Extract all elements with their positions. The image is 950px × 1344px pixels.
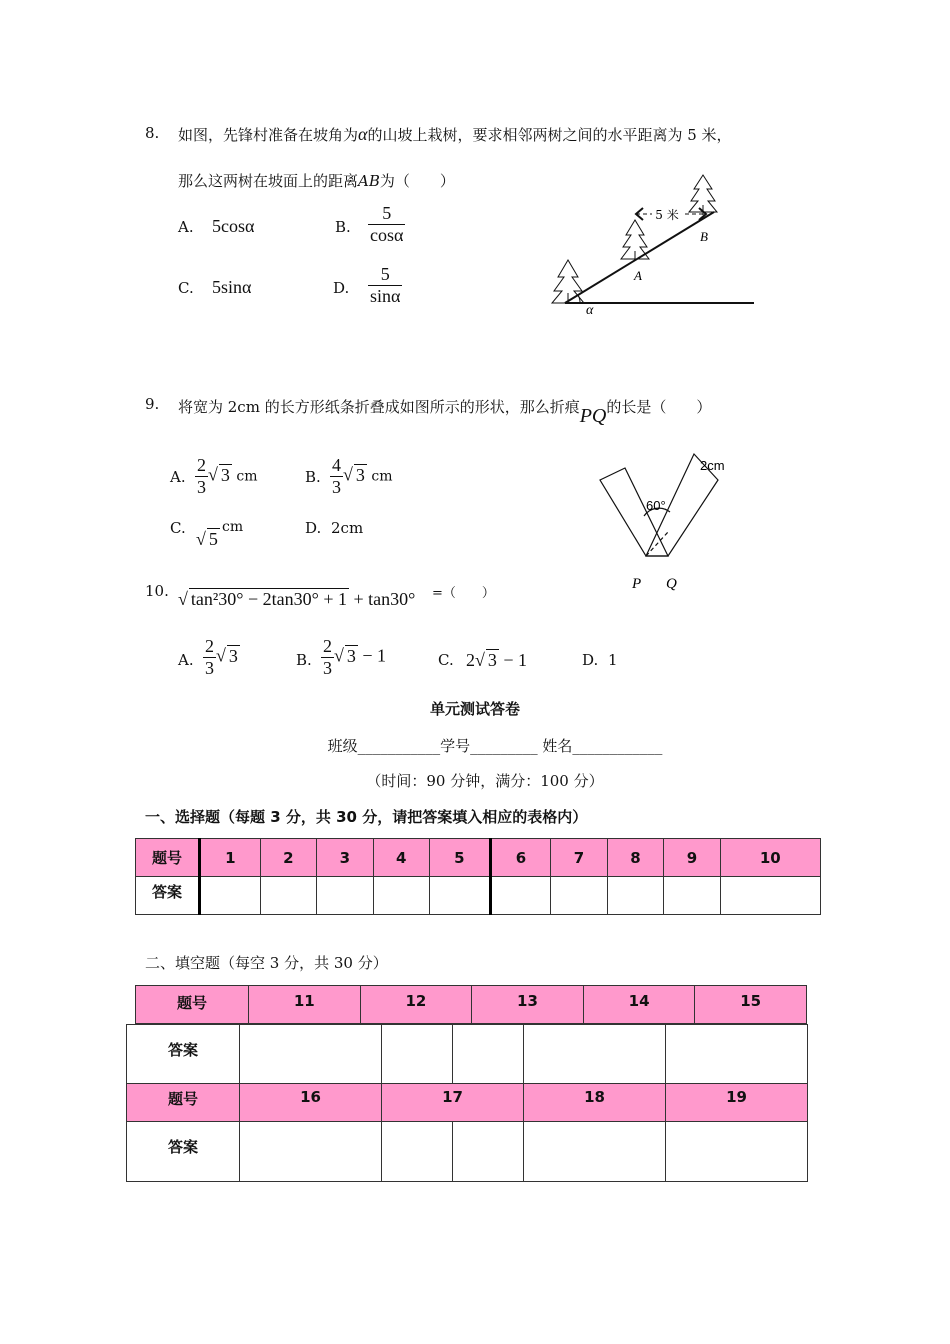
q-number: 10 — [720, 839, 820, 877]
q9-opt-c: √ 5 — [196, 529, 218, 549]
q-number: 13 — [472, 986, 584, 1024]
q9-opt-b-den: 3 — [332, 477, 341, 497]
fig-2cm-label: 2cm — [700, 458, 725, 473]
section1-title: 一、选择题（每题 3 分，共 30 分，请把答案填入相应的表格内） — [145, 808, 588, 826]
section1-table — [135, 838, 821, 915]
q10-expr-tail: + tan30° — [353, 589, 416, 609]
answer-label: 答案 — [136, 877, 200, 915]
section1-answer-row — [136, 877, 821, 915]
q8-opt-d-num: 5 — [380, 264, 390, 284]
q8-opt-a-label: A. — [178, 218, 194, 236]
q8-line1-pre: 如图，先锋村准备在坡角为 — [178, 126, 359, 144]
answer-cell[interactable] — [382, 1122, 453, 1182]
q8-line1 — [178, 124, 732, 145]
q9-pq: PQ — [579, 405, 607, 427]
section1-header-row — [136, 839, 821, 877]
q10-opt-b-den: 3 — [323, 658, 332, 678]
q8-slope-figure — [540, 165, 770, 325]
answer-label: 答案 — [127, 1122, 240, 1182]
q10-opt-b: $\frac{2}{3}$ √ 3 − 1 — [323, 636, 387, 678]
q10-opt-c-rad: 3 — [487, 650, 497, 670]
q10-opt-c-label: C. — [438, 651, 454, 669]
q-number: 2 — [260, 839, 316, 877]
q-number: 14 — [583, 986, 695, 1024]
q8-opt-b — [368, 203, 405, 246]
answer-cell[interactable] — [664, 877, 720, 915]
fold-crease — [646, 532, 668, 556]
answer-cell[interactable] — [373, 877, 429, 915]
q-number: 17 — [382, 1084, 524, 1122]
q9-opt-b-label: B. — [305, 468, 321, 486]
header-label: 题号 — [136, 986, 249, 1024]
q10-opt-d-label: D. — [582, 651, 599, 669]
q8-ab: AB — [358, 172, 380, 190]
q8-line1-post: 的山坡上栽树，要求相邻两树之间的水平距离为 5 米， — [367, 126, 732, 144]
q9-opt-a: $\frac{2}{3}$ √ 3 cm — [197, 455, 258, 497]
answer-cell[interactable] — [720, 877, 820, 915]
answer-cell[interactable] — [240, 1122, 382, 1182]
q8-opt-d-label: D. — [333, 279, 350, 297]
q9-opt-b-num: 4 — [332, 455, 341, 475]
q9-opt-c-rad: 5 — [208, 529, 218, 549]
q9-opt-b: $\frac{4}{3}$ √ 3 cm — [332, 455, 393, 497]
fig-alpha-label: α — [586, 303, 594, 318]
answer-cell[interactable] — [490, 877, 551, 915]
q10-opt-d: 1 — [608, 651, 618, 669]
tree-icon — [621, 220, 649, 260]
fig-q-label: Q — [666, 576, 677, 592]
answer-cell[interactable] — [382, 1025, 453, 1084]
q10-opt-c: 2√ 3 − 1 — [466, 650, 528, 670]
answer-label: 答案 — [127, 1025, 240, 1084]
answer-cell[interactable] — [666, 1025, 808, 1084]
q9-opt-a-den: 3 — [197, 477, 206, 497]
q-number: 19 — [666, 1084, 808, 1122]
answer-cell[interactable] — [551, 877, 607, 915]
q8-number: 8. — [145, 124, 160, 142]
answer-cell[interactable] — [524, 1025, 666, 1084]
slope-line — [565, 212, 714, 303]
q-number: 9 — [664, 839, 720, 877]
q9-opt-d-label: D. — [305, 519, 322, 537]
q-number: 1 — [200, 839, 261, 877]
section2-title: 二、填空题（每空 3 分，共 30 分） — [145, 954, 388, 972]
section2-header-row-a — [136, 986, 807, 1024]
fig-a-label: A — [634, 268, 642, 283]
tree-icon — [552, 260, 584, 303]
q10-expr-rad: tan²30° − 2tan30° + 1 — [190, 589, 347, 609]
q-number: 5 — [430, 839, 491, 877]
q9-opt-a-label: A. — [170, 468, 186, 486]
q10-eq: =（ ） — [432, 586, 495, 601]
q10-opt-b-num: 2 — [323, 636, 332, 656]
q9-number: 9. — [145, 395, 160, 413]
q8-line2 — [178, 170, 455, 191]
q10-number: 10. — [145, 582, 169, 600]
q9-fold-figure — [590, 448, 740, 596]
answer-cell[interactable] — [200, 877, 261, 915]
q8-line2-pre: 那么这两树在坡面上的距离 — [178, 172, 359, 190]
q-number: 4 — [373, 839, 429, 877]
section2-answer-row-b — [127, 1122, 808, 1182]
q9-text — [178, 395, 712, 427]
section2-header-a — [135, 985, 807, 1024]
q8-alpha: α — [358, 124, 368, 144]
answer-cell[interactable] — [453, 1025, 524, 1084]
q8-line2-post: 为（ ） — [379, 172, 455, 190]
q10-opt-a-den: 3 — [205, 658, 214, 678]
q10-opt-a-label: A. — [178, 651, 194, 669]
q10-opt-a-num: 2 — [205, 636, 214, 656]
q8-opt-d-den: sinα — [370, 286, 401, 306]
q9-opt-d: 2cm — [331, 519, 364, 537]
q9-opt-b-rad: 3 — [355, 464, 365, 485]
q8-opt-d — [368, 264, 402, 307]
q10-opt-c-tail: − 1 — [503, 650, 528, 670]
q10-opt-a-rad: 3 — [228, 645, 238, 666]
q10-opt-b-tail: − 1 — [362, 645, 387, 666]
section2-header-row-b — [127, 1084, 808, 1122]
q8-opt-b-den: cosα — [370, 225, 404, 245]
q9-opt-a-rad: 3 — [220, 464, 230, 485]
answer-cell[interactable] — [607, 877, 663, 915]
q8-opt-a: 5cosα — [212, 216, 255, 236]
q-number: 6 — [490, 839, 551, 877]
q-number: 3 — [317, 839, 373, 877]
answer-cell[interactable] — [666, 1122, 808, 1182]
q9-text-post: 的长是（ ） — [606, 398, 712, 416]
section2-body — [126, 1024, 808, 1182]
fig-5m-label: 5 米 — [655, 208, 679, 222]
q9-opt-a-unit: cm — [236, 468, 258, 485]
q-number: 11 — [249, 986, 361, 1024]
answer-cell[interactable] — [317, 877, 373, 915]
q-number: 8 — [607, 839, 663, 877]
q-number: 16 — [240, 1084, 382, 1122]
answer-cell[interactable] — [240, 1025, 382, 1084]
student-info-line: 班级___________学号_________ 姓名____________ — [327, 737, 663, 755]
tree-icon — [689, 175, 717, 215]
header-label: 题号 — [136, 839, 200, 877]
q9-opt-c-label: C. — [170, 519, 186, 537]
fig-b-label: B — [700, 229, 708, 244]
q10-opt-b-rad: 3 — [346, 645, 356, 666]
answer-cell[interactable] — [524, 1122, 666, 1182]
answer-sheet-title: 单元测试答卷 — [429, 700, 520, 718]
q10-opt-c-pre: 2 — [466, 650, 475, 670]
q10-opt-a: $\frac{2}{3}$ √ 3 — [205, 636, 238, 678]
q-number: 15 — [695, 986, 807, 1024]
q8-opt-b-label: B. — [335, 218, 351, 236]
header-label: 题号 — [127, 1084, 240, 1122]
q8-opt-b-num: 5 — [382, 203, 392, 223]
q-number: 12 — [360, 986, 472, 1024]
answer-cell[interactable] — [260, 877, 316, 915]
q10-expression: √ tan²30° − 2tan30° + 1 + tan30° — [178, 589, 416, 609]
q9-text-pre: 将宽为 2cm 的长方形纸条折叠成如图所示的形状，那么折痕 — [178, 398, 580, 416]
section2-answer-row-a — [127, 1025, 808, 1084]
q9-opt-c-unit: cm — [222, 519, 244, 535]
q10-opt-b-label: B. — [296, 651, 312, 669]
answer-cell[interactable] — [453, 1122, 524, 1182]
exam-time-line: （时间：90 分钟，满分：100 分） — [366, 772, 604, 790]
q-number: 7 — [551, 839, 607, 877]
q-number: 18 — [524, 1084, 666, 1122]
q8-opt-c: 5sinα — [212, 277, 252, 297]
answer-cell[interactable] — [430, 877, 491, 915]
fig-p-label: P — [632, 576, 642, 592]
q9-opt-a-num: 2 — [197, 455, 206, 475]
fig-60-label: 60° — [646, 498, 666, 513]
q8-opt-c-label: C. — [178, 279, 194, 297]
q9-opt-b-unit: cm — [371, 468, 393, 485]
